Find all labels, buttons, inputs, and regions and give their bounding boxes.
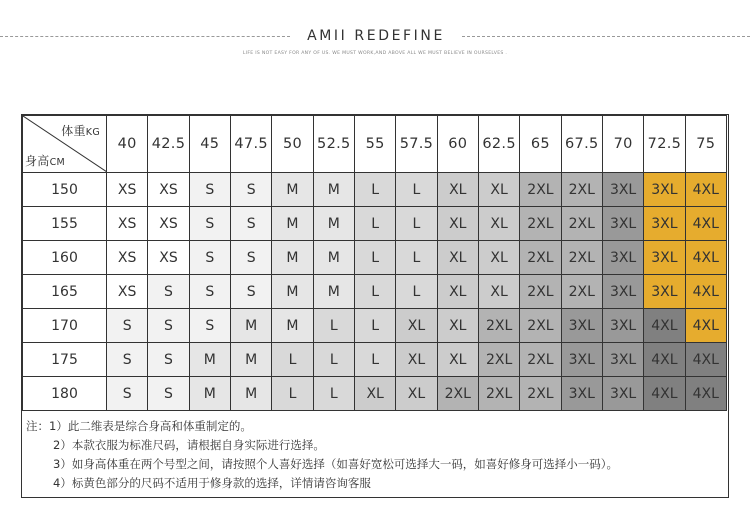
size-cell: L [354,207,395,241]
table-row [23,377,727,411]
size-cell: S [148,309,189,343]
size-cell: 2XL [561,275,602,309]
size-cell: XS [148,241,189,275]
weight-header-cell: 57.5 [396,116,437,173]
size-cell: M [272,275,313,309]
size-cell: XS [107,241,148,275]
weight-axis-label [61,122,100,139]
size-cell: L [354,241,395,275]
weight-header-cell: 45 [189,116,230,173]
size-cell: M [272,241,313,275]
size-cell: XL [437,173,478,207]
size-cell: S [189,309,230,343]
size-cell: 3XL [602,241,643,275]
size-cell: S [230,207,271,241]
size-cell: 3XL [644,207,685,241]
size-cell: L [354,275,395,309]
height-cell: 170 [23,309,107,343]
size-cell: XS [148,207,189,241]
size-cell: M [230,343,271,377]
brand-title: AMII REDEFINE [307,28,445,44]
size-cell: L [396,173,437,207]
size-cell: 3XL [602,343,643,377]
page-header [0,24,750,64]
height-cell: 165 [23,275,107,309]
size-cell: 2XL [520,309,561,343]
weight-header-cell: 60 [437,116,478,173]
height-axis-label [25,152,65,169]
note-line: 2）本款衣服为标准尺码，请根据自身实际进行选择。 [53,438,325,452]
weight-header-cell: 67.5 [561,116,602,173]
height-cell: 180 [23,377,107,411]
weight-header-cell: 55 [354,116,395,173]
size-cell: 4XL [685,343,726,377]
size-cell: 3XL [602,309,643,343]
size-cell: S [230,241,271,275]
size-cell: 2XL [478,377,519,411]
size-cell: 3XL [602,377,643,411]
size-cell: 3XL [602,275,643,309]
size-cell: M [313,173,354,207]
size-cell: S [230,275,271,309]
size-cell: 2XL [478,309,519,343]
size-cell: 2XL [561,173,602,207]
size-cell: 2XL [520,275,561,309]
height-cell: 160 [23,241,107,275]
size-cell: 2XL [561,241,602,275]
size-cell: 3XL [561,309,602,343]
notes-section [26,417,618,493]
size-cell: 3XL [561,377,602,411]
size-cell: 2XL [520,377,561,411]
table-row [23,173,727,207]
table-row [23,343,727,377]
size-cell: S [107,377,148,411]
height-cell: 150 [23,173,107,207]
size-cell: 3XL [644,241,685,275]
size-cell: M [230,377,271,411]
note-line: 3）如身高体重在两个号型之间，请按照个人喜好选择（如喜好宽松可选择大一码，如喜好修身可选择小一码）。 [53,457,619,471]
header-divider-left [0,36,290,37]
size-cell: XL [478,173,519,207]
weight-header-cell: 50 [272,116,313,173]
size-cell: 3XL [561,343,602,377]
size-cell: XL [396,377,437,411]
size-cell: L [313,309,354,343]
size-cell: 4XL [644,309,685,343]
size-cell: 4XL [644,377,685,411]
size-cell: XL [478,241,519,275]
header-divider-right [462,36,750,37]
weight-header-cell: 47.5 [230,116,271,173]
size-cell: 4XL [685,173,726,207]
size-cell: XL [478,207,519,241]
brand-tagline: LIFE IS NOT EASY FOR ANY OF US. WE MUST WORK,AND ABOVE ALL WE MUST BELIEVE IN OURSELVES . [242,51,508,56]
weight-header-cell: 72.5 [644,116,685,173]
size-cell: XL [354,377,395,411]
weight-header-row [23,116,727,173]
height-label: 身高 [25,154,50,168]
size-chart-table [22,115,727,411]
size-cell: XL [437,275,478,309]
size-cell: 4XL [685,275,726,309]
size-cell: M [313,207,354,241]
size-cell: XS [107,207,148,241]
size-cell: L [313,343,354,377]
size-cell: M [272,173,313,207]
size-cell: L [354,343,395,377]
size-cell: XL [396,343,437,377]
size-cell: L [396,207,437,241]
size-cell: XL [478,275,519,309]
size-cell: S [189,173,230,207]
size-cell: M [313,275,354,309]
size-cell: XS [148,173,189,207]
weight-unit: KG [85,127,100,138]
size-cell: 2XL [520,173,561,207]
size-cell: 2XL [520,343,561,377]
size-cell: 4XL [685,309,726,343]
size-cell: S [148,377,189,411]
size-cell: S [230,173,271,207]
size-cell: L [272,377,313,411]
size-cell: L [272,343,313,377]
size-cell: M [272,207,313,241]
size-cell: S [148,275,189,309]
table-row [23,241,727,275]
size-cell: 2XL [561,207,602,241]
size-cell: XL [437,207,478,241]
table-row [23,309,727,343]
size-cell: 3XL [644,275,685,309]
size-cell: L [313,377,354,411]
height-unit: CM [49,157,66,168]
weight-header-cell: 42.5 [148,116,189,173]
table-row [23,207,727,241]
table-row [23,275,727,309]
size-cell: XS [107,275,148,309]
size-cell: M [189,343,230,377]
size-cell: 4XL [685,207,726,241]
weight-header-cell: 52.5 [313,116,354,173]
size-cell: M [272,309,313,343]
weight-header-cell: 65 [520,116,561,173]
size-cell: XL [437,343,478,377]
weight-header-cell: 40 [107,116,148,173]
size-cell: L [396,275,437,309]
size-cell: 3XL [602,207,643,241]
size-cell: S [107,343,148,377]
note-line: 注：1）此二维表是综合身高和体重制定的。 [26,419,252,433]
size-cell: 2XL [520,207,561,241]
size-cell: L [354,173,395,207]
weight-header-cell: 70 [602,116,643,173]
height-cell: 155 [23,207,107,241]
weight-header-cell: 62.5 [478,116,519,173]
weight-label: 体重 [61,124,86,138]
size-cell: S [189,275,230,309]
size-cell: S [148,343,189,377]
size-chart-panel [21,114,729,498]
size-cell: 4XL [685,377,726,411]
size-cell: M [189,377,230,411]
size-cell: 2XL [437,377,478,411]
note-line: 4）标黄色部分的尺码不适用于修身款的选择，详情请咨询客服 [53,476,371,490]
size-cell: XL [396,309,437,343]
size-cell: 4XL [644,343,685,377]
size-cell: 3XL [602,173,643,207]
size-cell: L [396,241,437,275]
size-cell: S [107,309,148,343]
size-cell: 2XL [478,343,519,377]
size-cell: S [189,241,230,275]
size-cell: M [313,241,354,275]
corner-header-cell [23,116,107,173]
height-cell: 175 [23,343,107,377]
size-cell: S [189,207,230,241]
size-cell: XS [107,173,148,207]
size-cell: 2XL [520,241,561,275]
size-cell: M [230,309,271,343]
size-cell: L [354,309,395,343]
size-cell: 3XL [644,173,685,207]
weight-header-cell: 75 [685,116,726,173]
size-cell: XL [437,309,478,343]
size-cell: XL [437,241,478,275]
size-cell: 4XL [685,241,726,275]
